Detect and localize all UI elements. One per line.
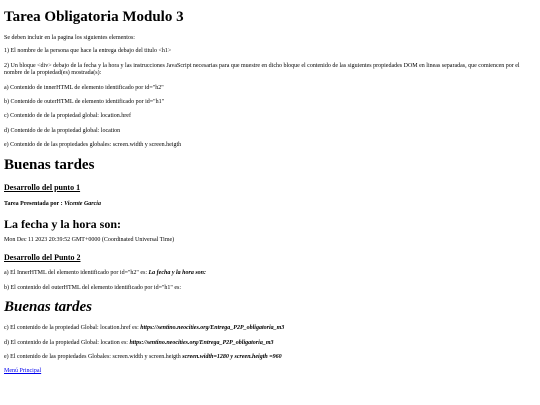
result-c-value: https://sentino.neocities.org/Entrega_P2P_obligatoria_m3 (140, 325, 285, 331)
main-menu-link[interactable]: Menú Principal (4, 368, 42, 374)
list-item-a: a) Contenido de innerHTML de elemento identificado por id="h2" (4, 85, 164, 91)
result-a (4, 270, 206, 277)
result-a-value: La fecha y la hora son: (148, 270, 207, 276)
list-item-b: b) Contenido de outerHTML de elemento identificado por id="h1" (4, 99, 165, 105)
greeting-italic-heading: Buenas tardes (4, 299, 92, 315)
result-b (4, 285, 181, 292)
list-item-e: e) Contenido de de las propiedades globales: screen.width y screen.heigth (4, 142, 182, 148)
list-item-c: c) Contenido de de la propiedad global: location.href (4, 113, 131, 119)
datetime-heading: La fecha y la hora son: (4, 217, 121, 231)
result-b-label: b) El contenido del outerHTML del elemento identificado por id="h1" es: (4, 285, 182, 291)
page-title: Tarea Obligatoria Modulo 3 (4, 9, 184, 25)
result-e-label: e) El contenido de las propiedades Globales: screen.width y screen.heigth (4, 354, 181, 360)
section-1-heading: Desarrollo del punto 1 (4, 183, 81, 192)
presented-by (4, 201, 101, 208)
intro-text: Se deben incluir en la pagina los siguientes elementos: (4, 35, 135, 41)
result-d (4, 340, 273, 347)
datetime-value: Mon Dec 11 2023 20:39:52 GMT+0000 (Coordinated Universal Time) (4, 237, 175, 243)
greeting-heading: Buenas tardes (4, 157, 95, 173)
result-e (4, 354, 282, 361)
result-c (4, 325, 284, 332)
list-item-d: d) Contenido de de la propiedad global: location (4, 128, 121, 134)
presented-name: Vicente Garcia (64, 201, 101, 207)
result-e-value: screen.width=1280 y screen.heigth =960 (182, 354, 282, 360)
section-2-heading: Desarrollo del Punto 2 (4, 253, 81, 262)
requirement-1: 1) El nombre de la persona que hace la entrega debajo del titulo <h1> (4, 48, 172, 54)
result-d-value: https://sentino.neocities.org/Entrega_P2P_obligatoria_m3 (129, 340, 274, 346)
result-a-label: a) El InnerHTML del elemento identificado por id="h2" es: (4, 270, 148, 276)
result-d-label: d) El contenido de la propiedad Global: location es: (4, 340, 128, 346)
requirement-2: 2) Un bloque <div> debajo de la fecha y la hora y las instrucciones JavaScript necesarias para que muestre en dicho bloque el contenido de las siguientes propiedades DOM en lineas separadas, que comiencen por el nombre de la propiedad(es) mostrada(s): (4, 63, 520, 76)
presented-label: Tarea Presentada por : (4, 201, 63, 207)
result-c-label: c) El contenido de la propiedad Global: location.href es: (4, 325, 139, 331)
